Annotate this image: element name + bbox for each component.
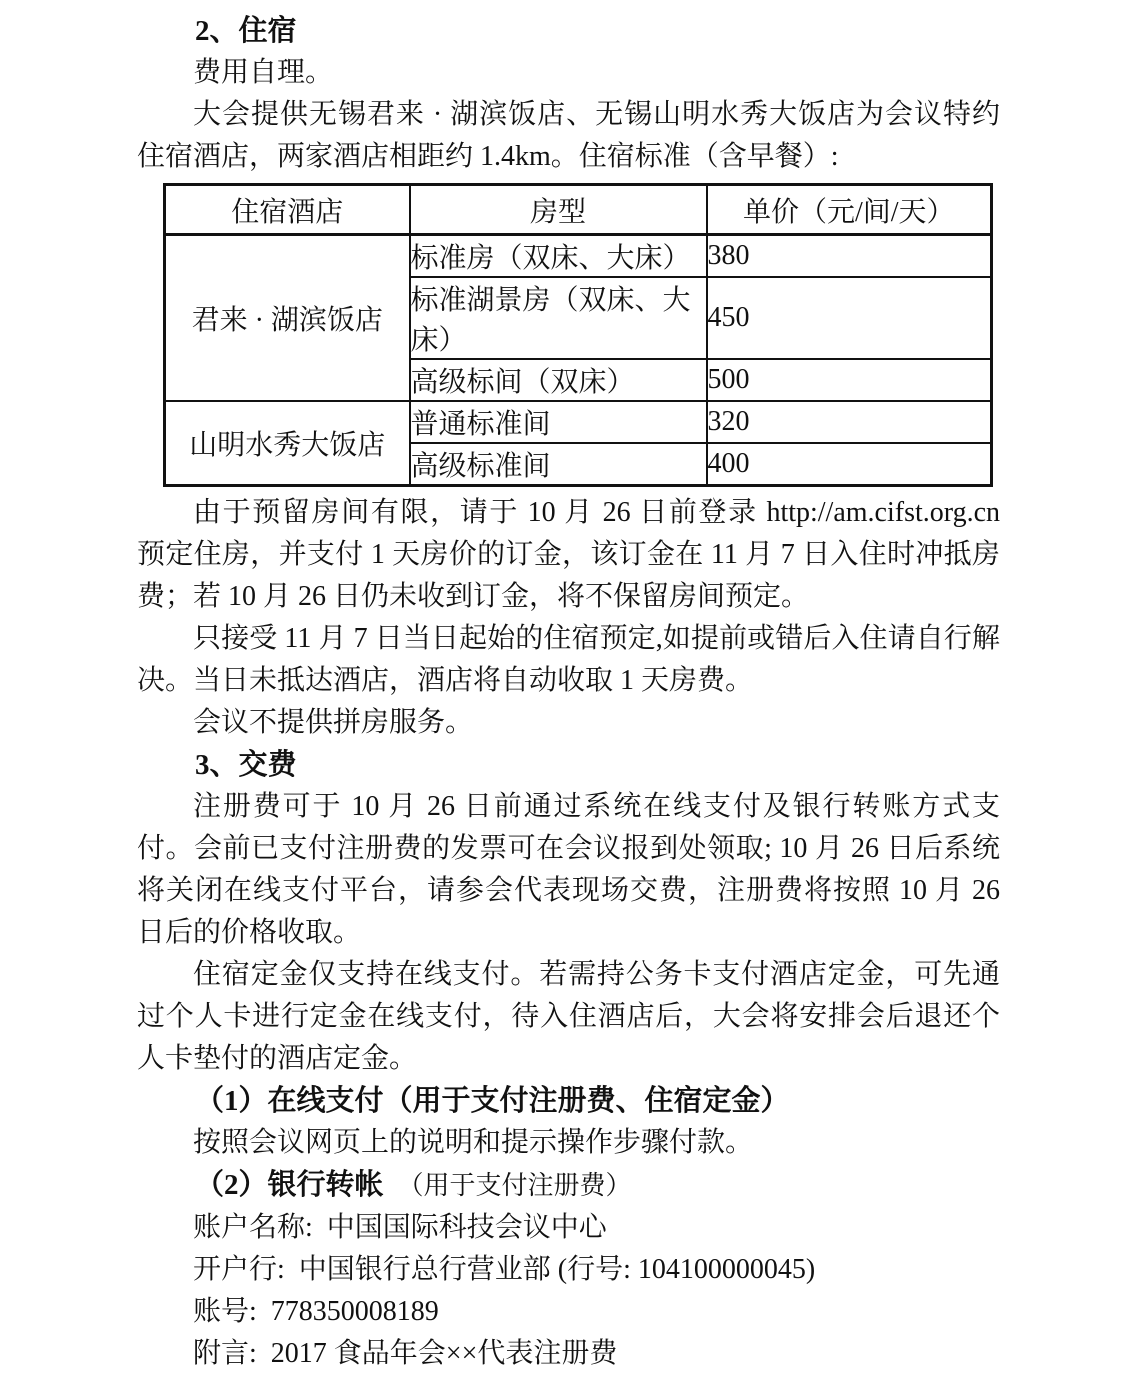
- hotel-name-cell: 君来 · 湖滨饭店: [165, 235, 410, 402]
- room-type-cell: 标准湖景房（双床、大床）: [410, 277, 707, 359]
- bank-branch-line: [137, 1249, 1000, 1291]
- room-type-cell: 高级标准间: [410, 443, 707, 486]
- price-cell: 380: [707, 235, 992, 278]
- account-name-value: 中国国际科技会议中心: [326, 1212, 607, 1243]
- paragraph-no-room-sharing: 会议不提供拼房服务。: [193, 707, 474, 738]
- price-cell: 450: [707, 277, 992, 359]
- price-cell: 400: [707, 443, 992, 486]
- booking-text-pre: 由于预留房间有限，请于 10 月 26 日前登录: [193, 497, 767, 528]
- table-row: [165, 235, 992, 278]
- subheading-bank-transfer: [137, 1164, 1000, 1207]
- section-heading-housing: 2、住宿: [195, 15, 297, 47]
- price-cell: 320: [707, 401, 992, 443]
- booking-url: http://am.cifst.org.cn: [766, 497, 1000, 528]
- account-name-label: 账户名称:: [193, 1212, 313, 1243]
- header-price: 单价（元/间/天）: [707, 185, 992, 235]
- paragraph-hotels-intro: 大会提供无锡君来 · 湖滨饭店、无锡山明水秀大饭店为会议特约住宿酒店，两家酒店相距约 1.4km。住宿标准（含早餐）:: [137, 99, 1000, 172]
- booking-text-post: 预定住房，并支付 1 天房价的订金，该订金在 11 月 7 日入住时冲抵房费；若 10 月 26 日仍未收到订金，将不保留房间预定。: [137, 539, 1000, 612]
- account-no-label: 账号:: [193, 1296, 257, 1327]
- bank-account-name-line: [137, 1207, 1000, 1249]
- paragraph-online-payment-instruction: 按照会议网页上的说明和提示操作步骤付款。: [193, 1127, 754, 1158]
- paragraph-fee-self: 费用自理。: [193, 57, 334, 88]
- price-cell: 500: [707, 359, 992, 401]
- paragraph-booking: [137, 492, 1000, 618]
- header-hotel: 住宿酒店: [165, 185, 410, 235]
- memo-label: 附言:: [193, 1338, 257, 1369]
- hotel-rate-table: [163, 183, 993, 487]
- header-room-type: 房型: [410, 185, 707, 235]
- paragraph-registration-fee: 注册费可于 10 月 26 日前通过系统在线支付及银行转账方式支付。会前已支付注册费的发票可在会议报到处领取; 10 月 26 日后系统将关闭在线支付平台，请参会代表现场交费，注册费将按照 10 月 26 日后的价格收取。: [137, 791, 1000, 948]
- memo-value: 2017 食品年会××代表注册费: [270, 1338, 618, 1369]
- room-type-cell: 普通标准间: [410, 401, 707, 443]
- section-heading-payment: 3、交费: [195, 749, 297, 781]
- bank-transfer-note: （用于支付注册费）: [397, 1171, 632, 1200]
- paragraph-deposit-rule: 住宿定金仅支持在线支付。若需持公务卡支付酒店定金，可先通过个人卡进行定金在线支付，待入住酒店后，大会将安排会后退还个人卡垫付的酒店定金。: [137, 959, 1000, 1074]
- room-type-cell: 高级标间（双床）: [410, 359, 707, 401]
- table-header-row: [165, 185, 992, 235]
- bank-account-no-line: [137, 1291, 1000, 1333]
- room-type-cell: 标准房（双床、大床）: [410, 235, 707, 278]
- account-no-value: 778350008189: [270, 1296, 439, 1327]
- bank-branch-value: 中国银行总行营业部 (行号: 104100000045): [298, 1254, 816, 1285]
- bank-memo-line: [137, 1333, 1000, 1375]
- paragraph-checkin-rule: 只接受 11 月 7 日当日起始的住宿预定,如提前或错后入住请自行解决。当日未抵达酒店，酒店将自动收取 1 天房费。: [137, 623, 1000, 696]
- bank-branch-label: 开户行:: [193, 1254, 285, 1285]
- bank-transfer-title: （2）银行转帐: [195, 1169, 384, 1201]
- subheading-online-payment: （1）在线支付（用于支付注册费、住宿定金）: [195, 1085, 790, 1117]
- table-row: [165, 401, 992, 443]
- hotel-name-cell: 山明水秀大饭店: [165, 401, 410, 486]
